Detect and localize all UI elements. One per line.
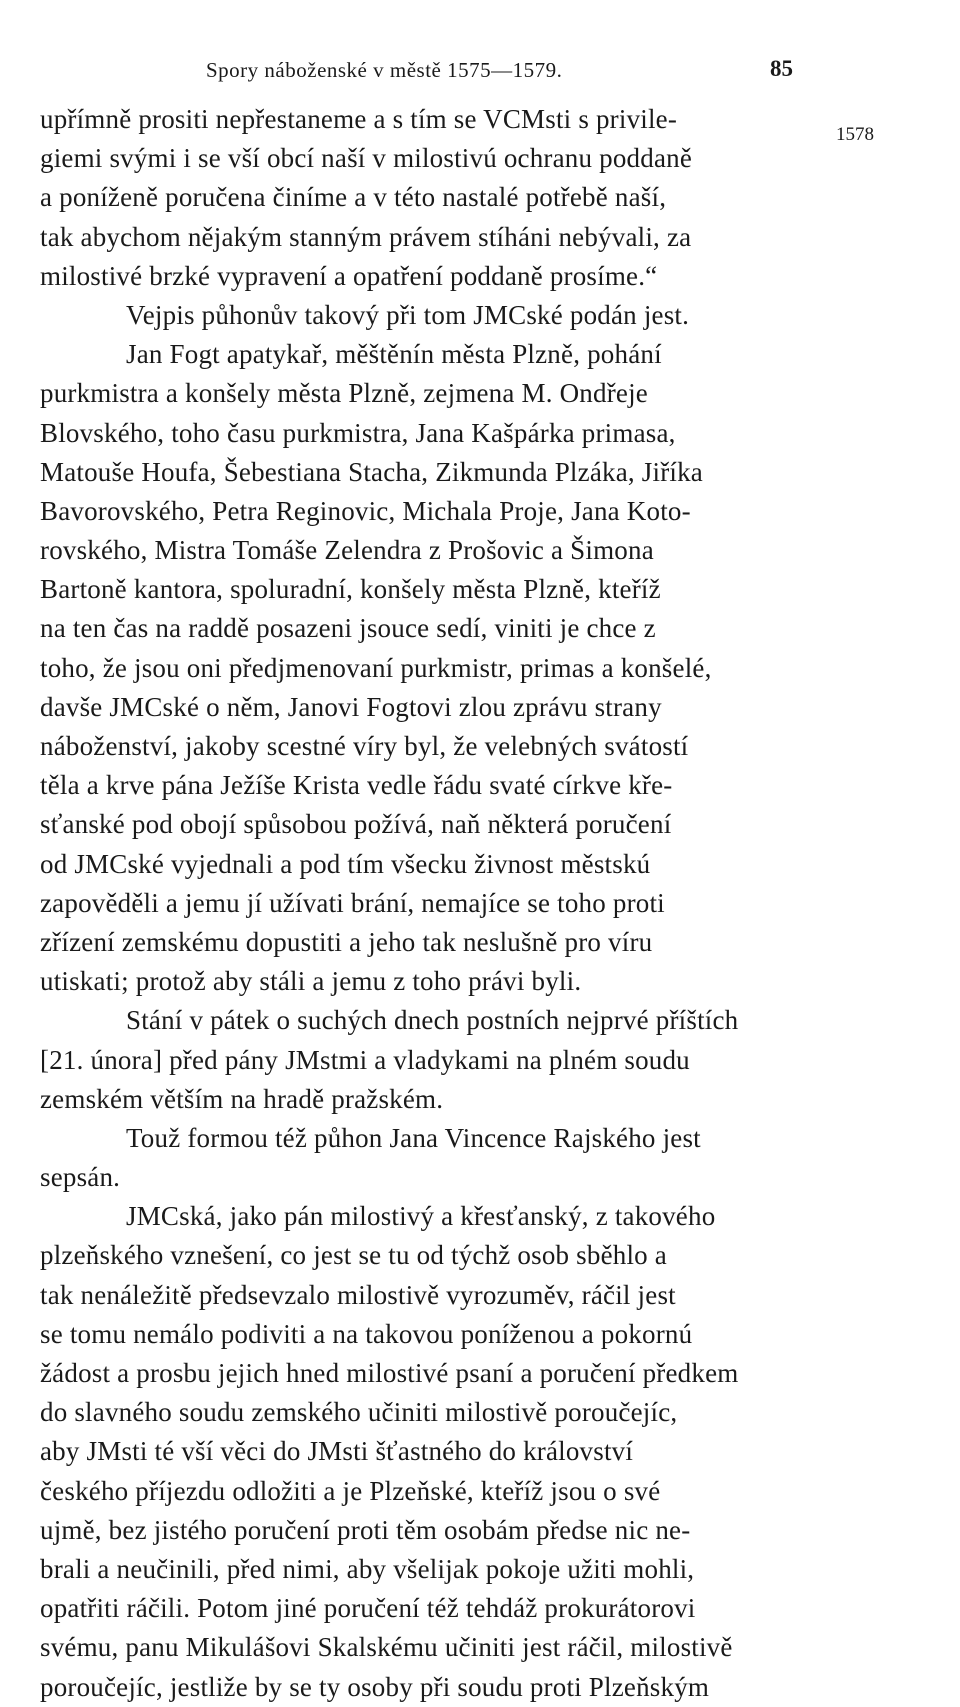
text-line: aby JMsti té vší věci do JMsti šťastného do království bbox=[40, 1436, 634, 1467]
text-line: opatřiti ráčili. Potom jiné poručení též tehdáž prokurátorovi bbox=[40, 1593, 696, 1624]
text-line: JMCská, jako pán milostivý a křesťanský, z takového bbox=[126, 1201, 716, 1232]
text-line: giemi svými i se vší obcí naší v milostivú ochranu poddaně bbox=[40, 143, 693, 174]
text-line: a poníženě poručena činíme a v této nastalé potřebě naší, bbox=[40, 182, 667, 213]
text-line: Bavorovského, Petra Reginovic, Michala Proje, Jana Koto- bbox=[40, 495, 691, 526]
text-line: Jan Fogt apatykař, měštěnín města Plzně, pohání bbox=[126, 339, 662, 370]
text-line: plzeňského vznešení, co jest se tu od týchž osob sběhlo a bbox=[40, 1240, 667, 1271]
text-line: Blovského, toho času purkmistra, Jana Kašpárka primasa, bbox=[40, 417, 676, 448]
text-line: zemském větším na hradě pražském. bbox=[40, 1083, 444, 1114]
text-line: utiskati; protož aby stáli a jemu z toho právi byli. bbox=[40, 966, 582, 997]
text-line: milostivé brzké vypravení a opatření poddaně prosíme.“ bbox=[40, 260, 658, 291]
text-line: těla a krve pána Ježíše Krista vedle řádu svaté církve kře- bbox=[40, 770, 673, 801]
running-title: Spory náboženské v městě 1575—1579. bbox=[206, 58, 563, 82]
text-line: davše JMCské o něm, Janovi Fogtovi zlou zprávu strany bbox=[40, 691, 662, 722]
text-line: Vejpis půhonův takový při tom JMCské podán jest. bbox=[126, 299, 690, 330]
text-line: poroučejíc, jestliže by se ty osoby při soudu proti Plzeňským bbox=[40, 1671, 710, 1702]
text-line: od JMCské vyjednali a pod tím všecku živnost městskú bbox=[40, 848, 651, 879]
text-line: Touž formou též půhon Jana Vincence Rajského jest bbox=[126, 1122, 701, 1153]
text-line: [21. února] před pány JMstmi a vladykami na plném soudu bbox=[40, 1044, 690, 1075]
text-line: tak abychom nějakým stanným právem stíháni nebývali, za bbox=[40, 221, 692, 252]
text-line: sťanské pod obojí spůsobou požívá, naň některá poručení bbox=[40, 809, 672, 840]
text-line: svému, panu Mikulášovi Skalskému učiniti jest ráčil, milostivě bbox=[40, 1632, 733, 1663]
margin-note-year: 1578 bbox=[836, 124, 874, 145]
text-line: zapověděli a jemu jí užívati brání, nemajíce se toho proti bbox=[40, 887, 665, 918]
text-line: Matouše Houfa, Šebestiana Stacha, Zikmunda Plzáka, Jiříka bbox=[40, 456, 703, 487]
text-line: tak nenáležitě předsevzalo milostivě vyrozuměv, ráčil jest bbox=[40, 1279, 676, 1310]
text-line: žádost a prosbu jejich hned milostivé psaní a poručení předkem bbox=[40, 1358, 739, 1388]
text-line: purkmistra a konšely města Plzně, zejmena M. Ondřeje bbox=[40, 378, 648, 409]
text-line: českého příjezdu odložiti a je Plzeňské, kteříž jsou o své bbox=[40, 1475, 661, 1506]
text-line: Stání v pátek o suchých dnech postních nejprvé příštích bbox=[126, 1005, 739, 1036]
text-line: sepsán. bbox=[40, 1162, 121, 1193]
text-line: ujmě, bez jistého poručení proti těm osobám předse nic ne- bbox=[40, 1514, 691, 1545]
text-line: na ten čas na raddě posazeni jsouce sedí, viniti je chce z bbox=[40, 613, 656, 644]
body-text bbox=[40, 100, 830, 1707]
text-line: náboženství, jakoby scestné víry byl, že velebných svátostí bbox=[40, 731, 689, 761]
text-line: Bartoně kantora, spoluradní, konšely města Plzně, kteříž bbox=[40, 574, 661, 605]
page-number: 85 bbox=[770, 56, 793, 81]
text-line: brali a neučinili, před nimi, aby všelijak pokoje užiti mohli, bbox=[40, 1553, 695, 1584]
text-line: do slavného soudu zemského učiniti milostivě poroučejíc, bbox=[40, 1397, 678, 1428]
text-line: toho, že jsou oni předjmenovaní purkmistr, primas a konšelé, bbox=[40, 652, 712, 683]
text-line: upřímně prositi nepřestaneme a s tím se VCMsti s privile- bbox=[40, 104, 678, 134]
text-line: se tomu nemálo podiviti a na takovou poníženou a pokornú bbox=[40, 1318, 693, 1349]
text-line: zřízení zemskému dopustiti a jeho tak neslušně pro víru bbox=[40, 926, 653, 957]
text-line: rovského, Mistra Tomáše Zelendra z Prošovic a Šimona bbox=[40, 535, 654, 566]
